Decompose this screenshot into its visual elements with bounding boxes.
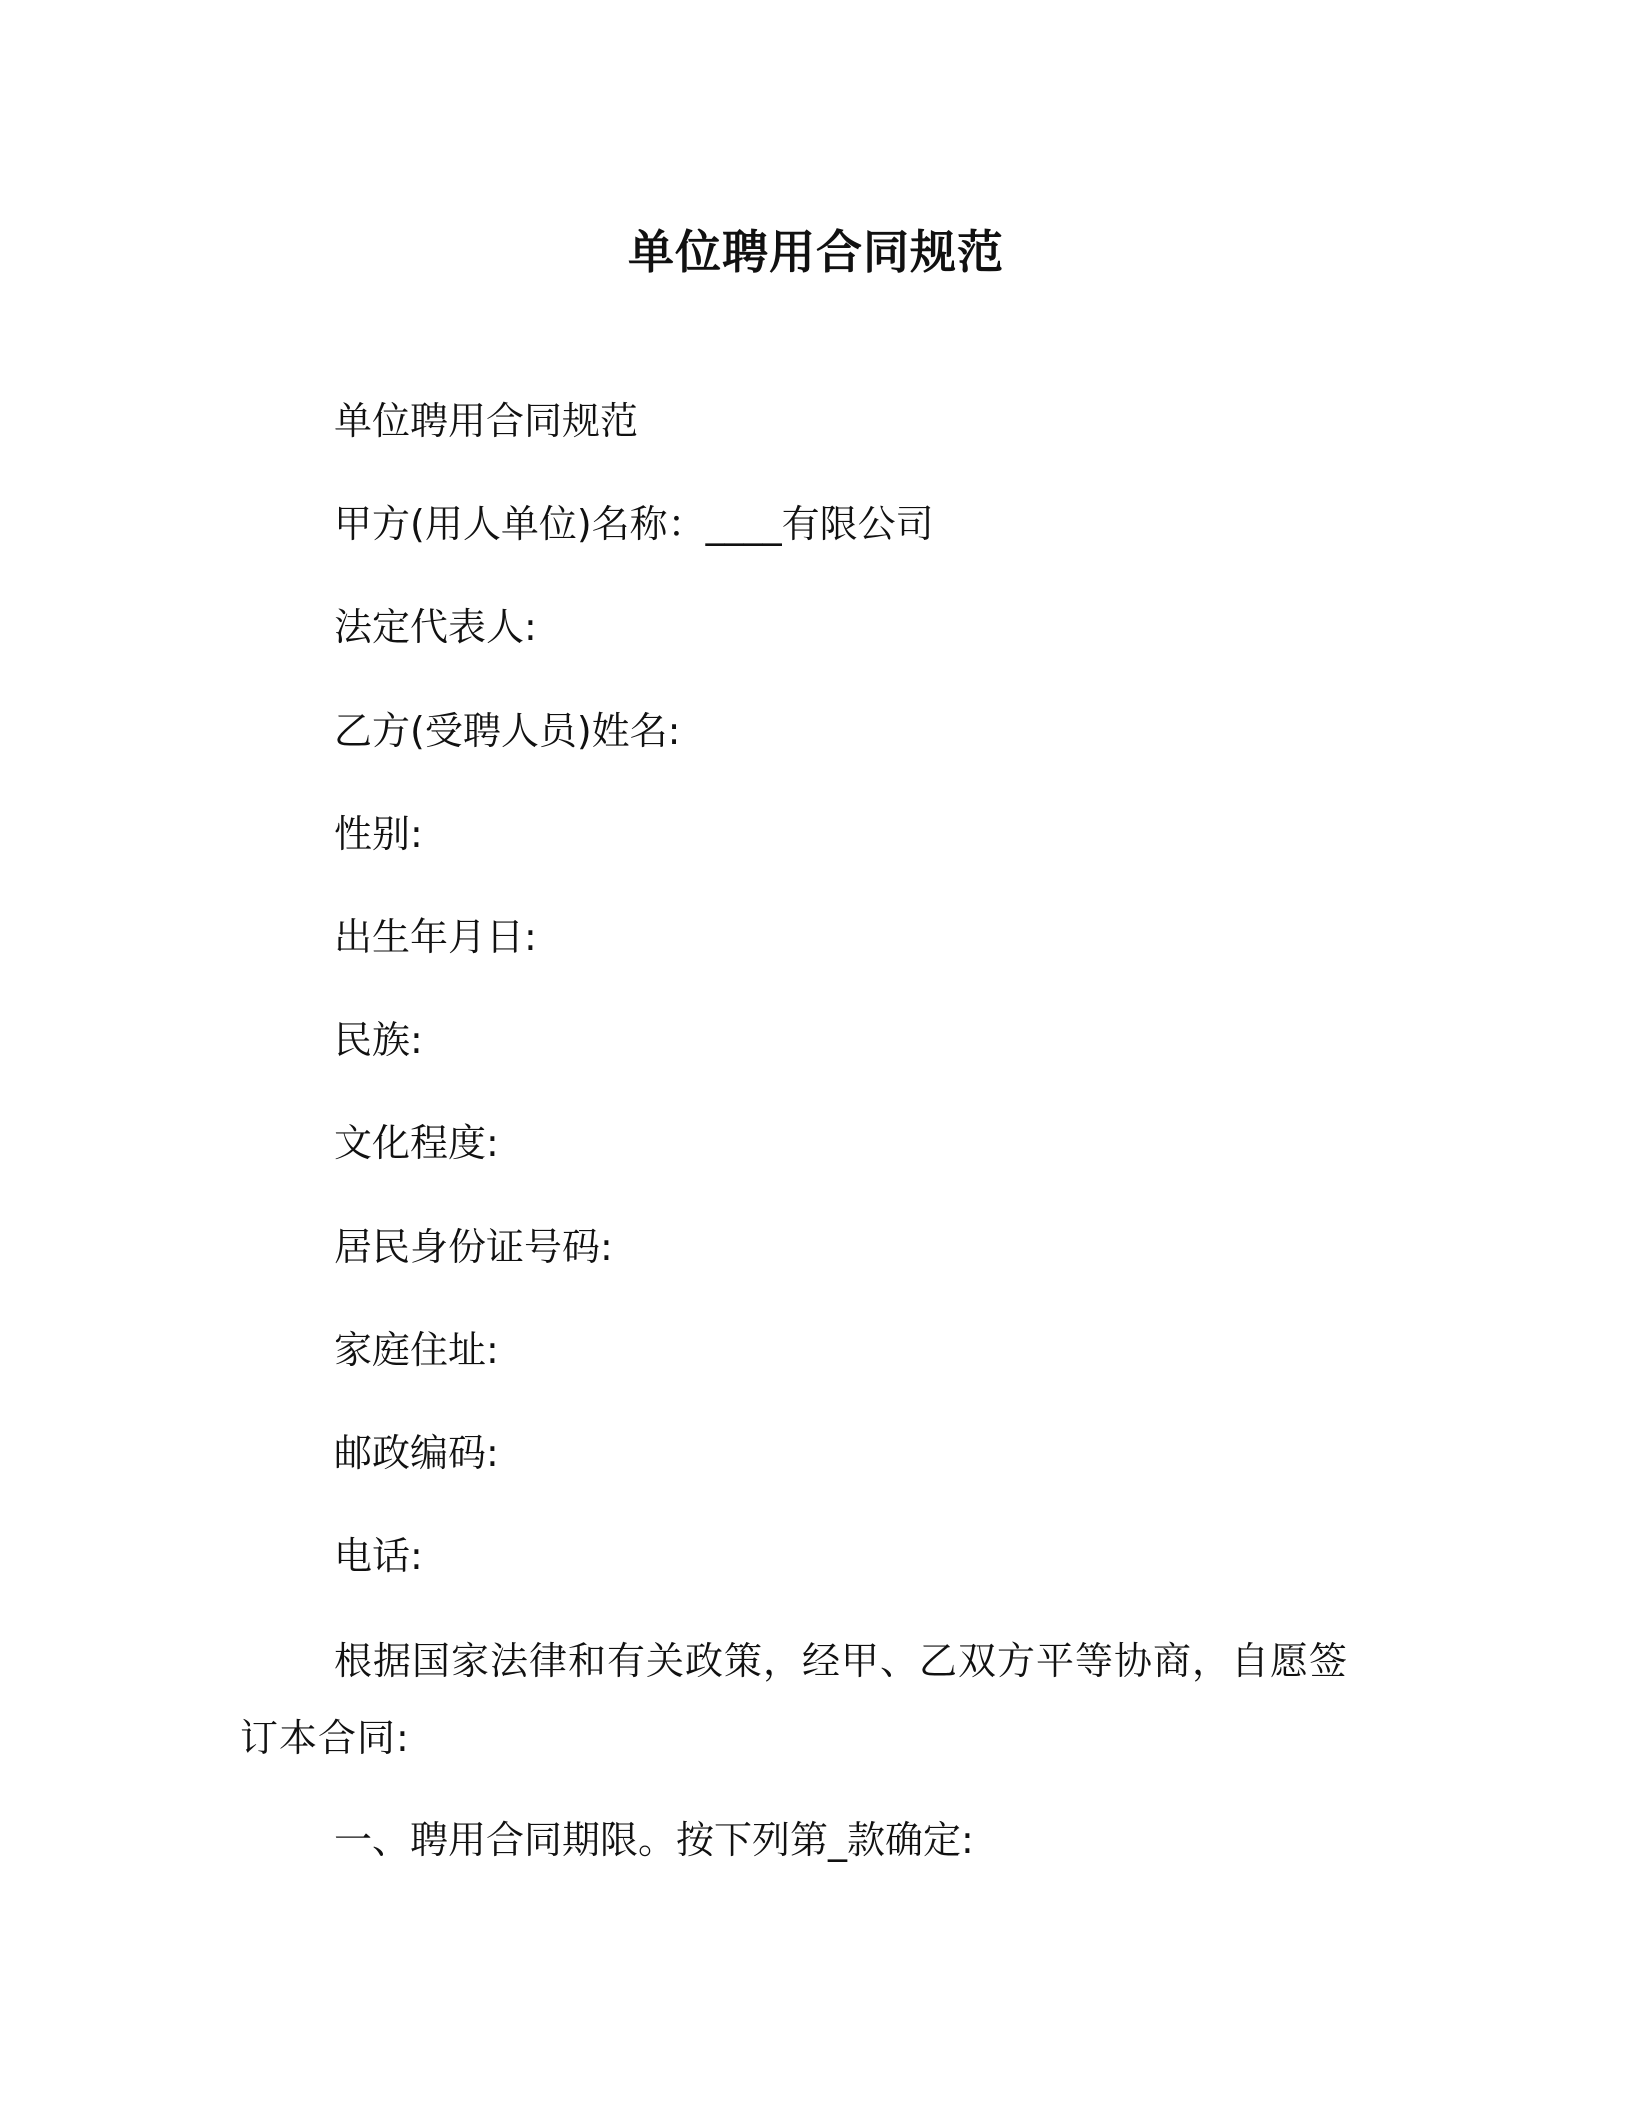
birth-date-field: 出生年月日:	[334, 915, 537, 959]
gender-field: 性别:	[334, 812, 423, 856]
legal-representative-field: 法定代表人:	[334, 605, 537, 649]
section-1-heading: 一、聘用合同期限。按下列第_款确定:	[334, 1818, 974, 1862]
postal-code-field: 邮政编码:	[334, 1431, 499, 1475]
id-number-field: 居民身份证号码:	[334, 1225, 613, 1269]
employee-name-field: 乙方(受聘人员)姓名:	[334, 709, 681, 753]
agreement-paragraph: 根据国家法律和有关政策，经甲、乙双方平等协商，自愿签订本合同:	[240, 1639, 1349, 1760]
home-address-field: 家庭住址:	[334, 1328, 499, 1372]
employer-name-field: 甲方(用人单位)名称：____有限公司	[334, 502, 934, 546]
ethnicity-field: 民族:	[334, 1018, 423, 1062]
education-field: 文化程度:	[334, 1121, 499, 1165]
document-title: 单位聘用合同规范	[628, 225, 1004, 279]
subtitle-line: 单位聘用合同规范	[334, 399, 639, 443]
phone-field: 电话:	[334, 1534, 423, 1578]
